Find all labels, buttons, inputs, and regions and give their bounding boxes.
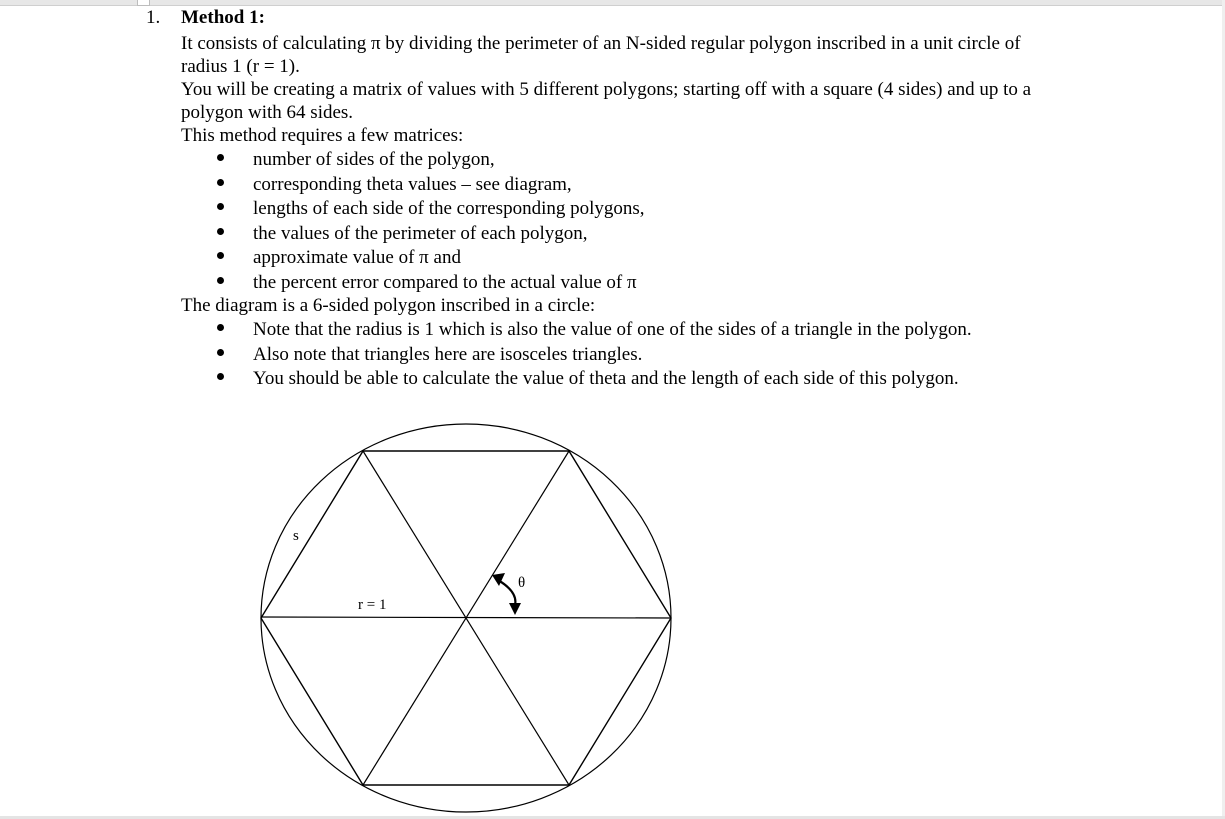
theta-label: θ (518, 575, 526, 591)
note-item: Also note that triangles here are isosceles triangles. (253, 344, 643, 365)
matrix-item: corresponding theta values – see diagram, (253, 174, 572, 195)
requires-line: This method requires a few matrices: (181, 125, 464, 146)
diagram-intro: The diagram is a 6-sided polygon inscribed in a circle: (181, 295, 596, 316)
theta-arc (498, 580, 515, 605)
list-number: 1. (146, 7, 161, 28)
bullet-icon (216, 178, 226, 188)
hexagon-diagram (255, 420, 675, 815)
bullet-icon (216, 227, 226, 237)
bullet-icon (216, 348, 226, 358)
intro-line-2: radius 1 (r = 1). (181, 56, 300, 77)
matrix-item: approximate value of π and (253, 247, 461, 268)
matrix-line-2: polygon with 64 sides. (181, 102, 354, 123)
matrix-item: the percent error compared to the actual value of π (253, 272, 637, 293)
bullet-icon (216, 153, 226, 163)
bullet-icon (216, 276, 226, 286)
side-label: s (293, 528, 299, 544)
bullet-icon (216, 202, 226, 212)
intro-line-1: It consists of calculating π by dividing the perimeter of an N-sided regular polygon inscribed in a unit circle of (181, 33, 1021, 54)
method-heading: Method 1: (181, 7, 265, 28)
matrix-line-1: You will be creating a matrix of values with 5 different polygons; starting off with a square (4 sides) and up to a (181, 79, 1032, 100)
radius-label: r = 1 (358, 597, 387, 613)
matrix-item: number of sides of the polygon, (253, 149, 495, 170)
bullet-icon (216, 251, 226, 261)
bullet-icon (216, 323, 226, 333)
arrowhead-icon (509, 603, 521, 615)
matrix-item: the values of the perimeter of each polygon, (253, 223, 588, 244)
bullet-icon (216, 372, 226, 382)
note-item: Note that the radius is 1 which is also the value of one of the sides of a triangle in the polygon. (253, 319, 972, 340)
matrix-item: lengths of each side of the corresponding polygons, (253, 198, 645, 219)
note-item: You should be able to calculate the value of theta and the length of each side of this polygon. (253, 368, 959, 389)
